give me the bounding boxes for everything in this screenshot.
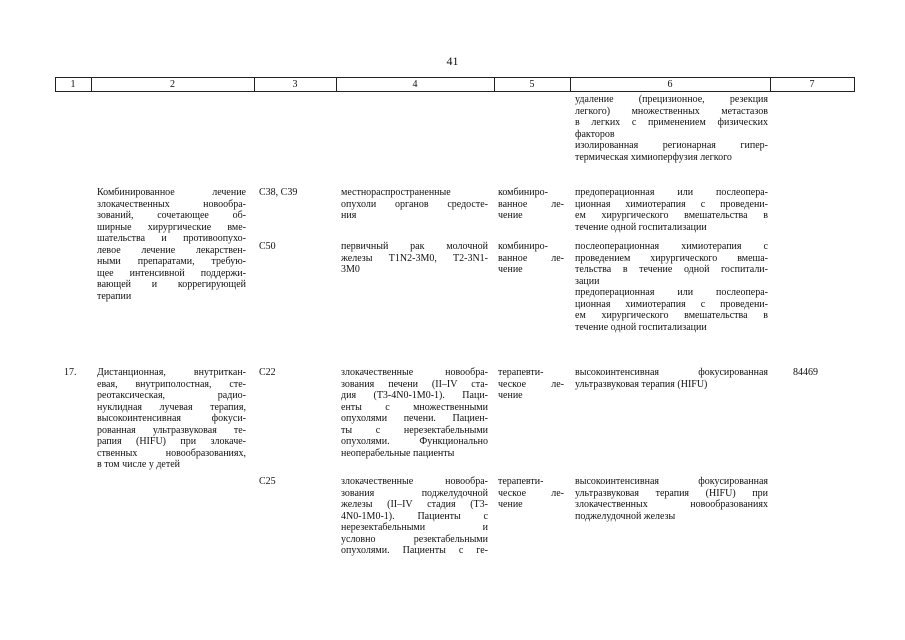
text-line: проведением хирургического вмеша- bbox=[575, 252, 768, 264]
text-line: чение bbox=[498, 390, 523, 401]
text-line: ванное ле- bbox=[498, 198, 564, 210]
text-line: в том числе у детей bbox=[97, 459, 181, 470]
patient-model-cell bbox=[341, 367, 488, 459]
text-line: послеоперационная химиотерапия с bbox=[575, 241, 768, 252]
text-line: течение одной госпитализации bbox=[575, 221, 707, 233]
text-line: злокачественные новообра- bbox=[341, 367, 488, 378]
text-line: ционная химиотерапия с проведени- bbox=[575, 298, 768, 310]
text-line: тельства в течение одной госпитали- bbox=[575, 264, 768, 275]
column-header-2: 2 bbox=[170, 79, 175, 90]
text-line: ственных новообразованиях, bbox=[97, 447, 246, 459]
text-line: ты с нерезектабельными bbox=[341, 424, 488, 436]
patient-model-cell bbox=[341, 476, 488, 557]
treatment-method-cell bbox=[575, 367, 768, 390]
text-line: железы T1N2-3M0, T2-3N1- bbox=[341, 252, 488, 264]
treatment-method-cell bbox=[575, 476, 768, 522]
col-divider bbox=[854, 77, 855, 92]
text-line: ширные хирургические вме- bbox=[97, 221, 246, 233]
text-line: опухолями. Пациенты с ге- bbox=[341, 545, 488, 556]
text-line: ем хирургического вмешательства в bbox=[575, 310, 768, 321]
text-line: реотаксическая, радио- bbox=[97, 390, 246, 401]
treatment-type-cell bbox=[498, 476, 564, 511]
table-top-rule bbox=[55, 77, 854, 78]
text-line: зования поджелудочной bbox=[341, 487, 488, 499]
text-line: нуклидная лучевая терапия, bbox=[97, 401, 246, 413]
icd-code-cell: C38, C39 bbox=[259, 187, 298, 198]
text-line: опухолями. Функционально bbox=[341, 436, 488, 447]
icd-code-cell: C50 bbox=[259, 241, 276, 252]
text-line: чение bbox=[498, 264, 523, 275]
text-line: предоперационная или послеопера- bbox=[575, 287, 768, 298]
text-line: железы (II–IV стадия (T3- bbox=[341, 499, 488, 510]
text-line: опухоли органов средосте- bbox=[341, 198, 488, 210]
text-line: условно резектабельными bbox=[341, 533, 488, 545]
text-line: терапии bbox=[97, 290, 132, 302]
column-header-5: 5 bbox=[529, 79, 535, 90]
text-line: комбиниро- bbox=[498, 187, 548, 198]
patient-model-cell bbox=[341, 241, 488, 276]
radiation-therapy-name bbox=[97, 367, 246, 471]
text-line: факторов bbox=[575, 128, 615, 140]
text-line: высокоинтенсивная фокуси- bbox=[97, 413, 246, 424]
text-line: легкого) множественных метастазов bbox=[575, 105, 768, 117]
text-line: 3M0 bbox=[341, 264, 360, 275]
text-line: удаление (прецизионное, резекция bbox=[575, 94, 768, 105]
text-line: опухолями печени. Пациен- bbox=[341, 413, 488, 424]
text-line: зования печени (II–IV ста- bbox=[341, 378, 488, 390]
text-line: злокачественных новообра- bbox=[97, 198, 246, 210]
text-line: чение bbox=[498, 210, 523, 221]
text-line: в легких с применением физических bbox=[575, 117, 768, 128]
icd-code-cell: C22 bbox=[259, 367, 276, 378]
text-line: неоперабельные пациенты bbox=[341, 447, 455, 459]
text-line: местнораспространенные bbox=[341, 187, 451, 198]
table-header-rule bbox=[55, 91, 854, 92]
text-line: ванное ле- bbox=[498, 252, 564, 264]
column-header-4: 4 bbox=[412, 79, 418, 90]
text-line: первичный рак молочной bbox=[341, 241, 488, 252]
text-line: терапевти- bbox=[498, 476, 544, 487]
treatment-method-cell bbox=[575, 241, 768, 333]
row-number: 17. bbox=[64, 367, 77, 378]
treatment-type-cell bbox=[498, 241, 564, 276]
treatment-type-cell bbox=[498, 367, 564, 402]
text-line: терапевти- bbox=[498, 367, 544, 378]
treatment-method-cell bbox=[575, 187, 768, 233]
column-header-7: 7 bbox=[809, 79, 815, 90]
combined-treatment-name bbox=[97, 187, 246, 302]
patient-model-cell bbox=[341, 187, 488, 222]
text-line: высокоинтенсивная фокусированная bbox=[575, 367, 768, 378]
text-line: чение bbox=[498, 499, 523, 510]
text-line: шательства и противоопухо- bbox=[97, 233, 246, 244]
text-line: рапия (HIFU) при злокаче- bbox=[97, 436, 246, 447]
text-line: ультразвуковая терапия (HIFU) при bbox=[575, 487, 768, 499]
text-line: зации bbox=[575, 275, 600, 287]
text-line: высокоинтенсивная фокусированная bbox=[575, 476, 768, 487]
text-line: ческое ле- bbox=[498, 378, 564, 390]
text-line: ем хирургического вмешательства в bbox=[575, 210, 768, 221]
text-line: предоперационная или послеопера- bbox=[575, 187, 768, 198]
text-line: ционная химиотерапия с проведени- bbox=[575, 198, 768, 210]
text-line: течение одной госпитализации bbox=[575, 321, 707, 333]
text-line: левое лечение лекарствен- bbox=[97, 244, 246, 256]
icd-code-cell: C25 bbox=[259, 476, 276, 487]
text-line: ультразвуковая терапия (HIFU) bbox=[575, 378, 708, 390]
text-line: щее интенсивной поддержи- bbox=[97, 267, 246, 279]
column-header-3: 3 bbox=[292, 79, 298, 90]
text-line: изолированная регионарная гипер- bbox=[575, 140, 768, 151]
text-line: ными препаратами, требую- bbox=[97, 256, 246, 267]
text-line: 4N0-1M0-1). Пациенты с bbox=[341, 510, 488, 522]
treatment-type-cell bbox=[498, 187, 564, 222]
text-line: рованная ультразвуковая те- bbox=[97, 424, 246, 436]
continued-method-cell bbox=[575, 94, 768, 163]
text-line: евая, внутриполостная, сте- bbox=[97, 378, 246, 390]
text-line: злокачественных новообразованиях bbox=[575, 499, 768, 510]
text-line: зований, сочетающее об- bbox=[97, 210, 246, 221]
text-line: термическая химиоперфузия легкого bbox=[575, 151, 732, 163]
column-header-6: 6 bbox=[667, 79, 673, 90]
text-line: комбиниро- bbox=[498, 241, 548, 252]
cost-cell: 84469 bbox=[793, 367, 818, 378]
column-header-1: 1 bbox=[70, 79, 76, 90]
text-line: Комбинированное лечение bbox=[97, 187, 246, 198]
text-line: нерезектабельными и bbox=[341, 522, 488, 533]
text-line: ческое ле- bbox=[498, 487, 564, 499]
page-number: 41 bbox=[446, 54, 459, 68]
text-line: поджелудочной железы bbox=[575, 510, 676, 522]
text-line: Дистанционная, внутриткан- bbox=[97, 367, 246, 378]
text-line: дия (T3-4N0-1M0-1). Паци- bbox=[341, 390, 488, 401]
text-line: ния bbox=[341, 210, 357, 221]
text-line: злокачественные новообра- bbox=[341, 476, 488, 487]
text-line: вающей и коррегирующей bbox=[97, 279, 246, 290]
text-line: енты с множественными bbox=[341, 401, 488, 413]
